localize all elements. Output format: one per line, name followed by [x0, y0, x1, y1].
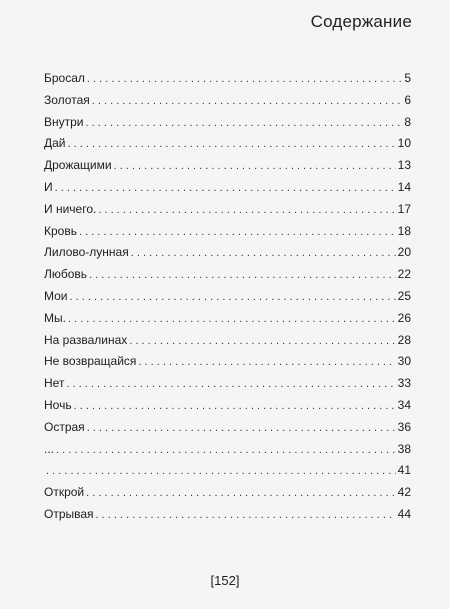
dot-leader	[68, 134, 396, 156]
dot-leader	[70, 287, 396, 309]
toc-entry-title: Кровь	[44, 223, 77, 238]
toc-entry-title: Лилово-лунная	[44, 245, 129, 260]
toc-entry	[44, 112, 411, 134]
toc-entry	[44, 417, 411, 439]
toc-entry-page: 41	[397, 463, 411, 478]
toc-entry-page: 22	[397, 267, 411, 282]
toc-entry	[44, 177, 411, 199]
toc-entry-page: 30	[397, 354, 411, 369]
toc-entry	[44, 330, 411, 352]
toc-entry	[44, 264, 411, 286]
toc-entry	[44, 199, 411, 221]
toc-entry-title: Любовь	[44, 267, 88, 282]
toc-entry-page: 13	[397, 158, 411, 173]
toc-entry-page: 34	[397, 397, 411, 412]
toc-entry-title: Мы.	[44, 310, 66, 325]
toc-entry	[44, 351, 411, 373]
toc-entry-title: На развалинах	[44, 332, 128, 347]
toc-entry-title: И	[44, 179, 53, 194]
dot-leader	[129, 331, 395, 353]
dot-leader	[86, 113, 403, 135]
toc-entry	[44, 90, 411, 112]
dot-leader	[86, 483, 396, 505]
toc-entry-title: Острая	[44, 419, 85, 434]
toc-entry-page: 28	[397, 332, 411, 347]
toc-entry	[44, 460, 411, 482]
toc-entry-page: 8	[404, 114, 411, 129]
toc-entry-title: Внутри	[44, 114, 84, 129]
toc-entry	[44, 373, 411, 395]
dot-leader	[87, 69, 402, 91]
dot-leader	[68, 309, 396, 331]
toc-entry-title: Ночь	[44, 397, 72, 412]
toc-entry-page: 33	[397, 376, 411, 391]
table-of-contents	[44, 68, 411, 526]
toc-entry-page: 5	[404, 71, 411, 85]
toc-entry-page: 10	[397, 136, 411, 151]
dot-leader	[114, 156, 396, 178]
dot-leader	[98, 200, 395, 222]
toc-entry-page: 38	[397, 441, 411, 456]
toc-entry-page: 14	[397, 179, 411, 194]
dot-leader	[89, 265, 396, 287]
dot-leader	[138, 352, 395, 374]
dot-leader	[79, 222, 396, 244]
page-number: [152]	[210, 573, 240, 588]
toc-entry-title: Отрывая	[44, 506, 94, 521]
toc-entry-page: 44	[397, 506, 411, 521]
page-title: Содержание	[310, 12, 412, 31]
toc-entry-page: 25	[397, 288, 411, 303]
toc-entry-page: 26	[397, 310, 411, 325]
toc-entry	[44, 133, 411, 155]
dot-leader	[92, 91, 403, 113]
dot-leader	[87, 418, 396, 440]
dot-leader	[46, 461, 396, 483]
toc-entry	[44, 286, 411, 308]
toc-entry-title: Золотая	[44, 92, 90, 107]
toc-entry-page: 18	[397, 223, 411, 238]
toc-entry	[44, 242, 411, 264]
dot-leader	[56, 440, 396, 462]
toc-entry-title: Мои	[44, 288, 68, 303]
dot-leader	[66, 374, 395, 396]
dot-leader	[55, 178, 396, 200]
toc-entry-page: 6	[404, 92, 411, 107]
toc-entry	[44, 155, 411, 177]
toc-entry	[44, 395, 411, 417]
dot-leader	[131, 243, 396, 265]
toc-entry-title: Бросал	[44, 71, 85, 85]
toc-entry-page: 36	[397, 419, 411, 434]
toc-entry-title: Открой	[44, 485, 85, 500]
toc-entry-title: И ничего.	[44, 201, 97, 216]
toc-entry-title: Нет	[44, 376, 65, 391]
toc-entry-page: 17	[397, 201, 411, 216]
toc-entry-title: Не возвращайся	[44, 354, 137, 369]
toc-entry	[44, 68, 411, 90]
dot-leader	[96, 505, 396, 527]
toc-entry	[44, 221, 411, 243]
toc-entry	[44, 308, 411, 330]
dot-leader	[74, 396, 396, 418]
toc-entry-title: Дрожащими	[44, 158, 112, 173]
toc-entry-page: 20	[397, 245, 411, 260]
toc-entry-title: ...	[44, 441, 55, 456]
toc-entry	[44, 504, 411, 526]
toc-entry	[44, 482, 411, 504]
toc-entry-title: Дай	[44, 136, 66, 151]
toc-entry-page: 42	[397, 485, 411, 500]
toc-entry	[44, 439, 411, 461]
